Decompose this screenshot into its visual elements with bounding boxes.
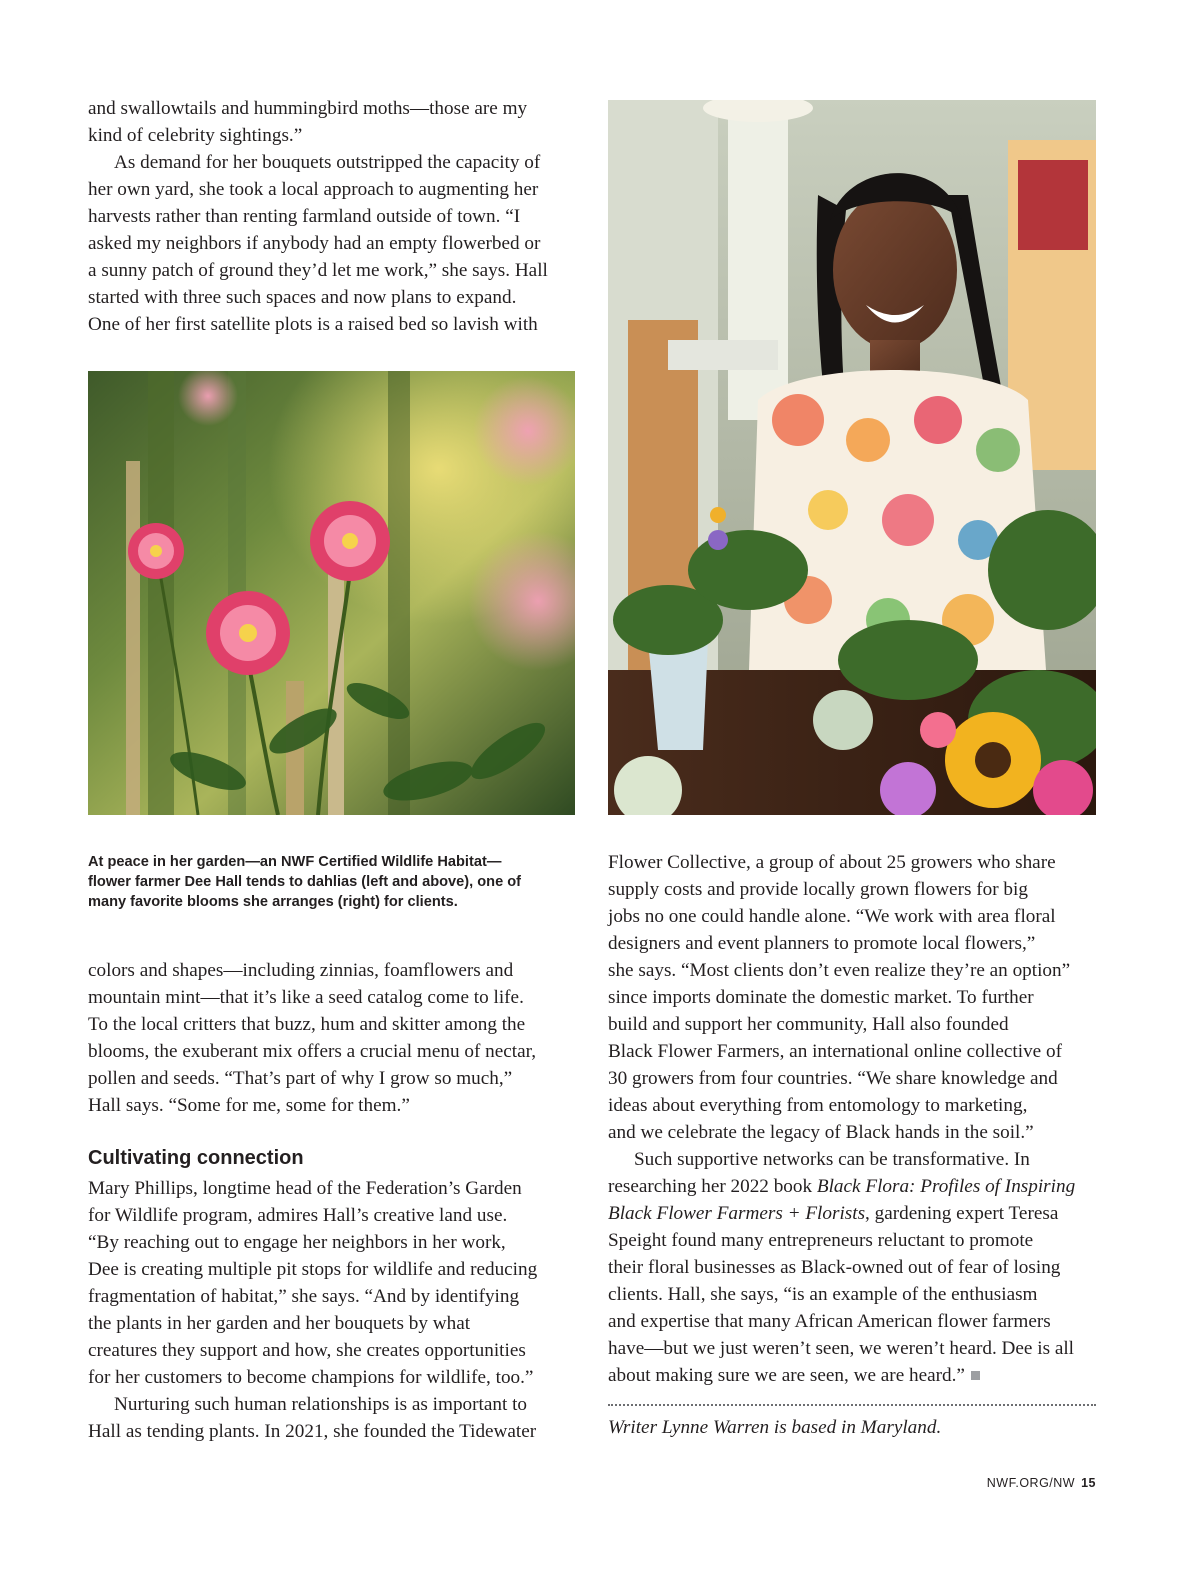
- caption-line: flower farmer Dee Hall tends to dahlias (left and above), one of: [88, 874, 522, 890]
- end-mark-icon: [971, 1371, 980, 1380]
- body-line: blooms, the exuberant mix offers a crucial menu of nectar,: [88, 1041, 537, 1062]
- body-line: colors and shapes—including zinnias, foamflowers and: [88, 960, 514, 981]
- body-line: Such supportive networks can be transformative. In: [634, 1149, 1030, 1170]
- book-title-part-2: Black Flower Farmers + Florists: [608, 1203, 866, 1224]
- body-line: As demand for her bouquets outstripped the capacity of: [114, 152, 541, 173]
- body-line: jobs no one could handle alone. “We work with area floral: [608, 906, 1056, 927]
- dahlias-photo: [88, 371, 575, 815]
- body-line-text: about making sure we are seen, we are heard.”: [608, 1365, 965, 1386]
- book-title-part-1: Black Flora: Profiles of Inspiring: [816, 1176, 1076, 1197]
- body-line: and expertise that many African American flower farmers: [608, 1311, 1051, 1332]
- section-subhead: Cultivating connection: [88, 1147, 304, 1169]
- body-line: have—but we just weren’t seen, we weren’t heard. Dee is all: [608, 1338, 1075, 1359]
- page-footer: [987, 1476, 1096, 1490]
- body-line: pollen and seeds. “That’s part of why I grow so much,”: [88, 1068, 513, 1089]
- body-line: fragmentation of habitat,” she says. “And by identifying: [88, 1286, 520, 1307]
- body-line: and swallowtails and hummingbird moths—those are my: [88, 98, 528, 119]
- footer-site: NWF.ORG/NW: [986, 1476, 1076, 1490]
- body-line: the plants in her garden and her bouquets by what: [88, 1313, 471, 1334]
- portrait-photo-illustration: [608, 100, 1096, 815]
- body-line: mountain mint—that it’s like a seed catalog come to life.: [88, 987, 524, 1008]
- body-line: since imports dominate the domestic market. To further: [608, 987, 1034, 1008]
- body-line: Nurturing such human relationships is as important to: [114, 1394, 528, 1415]
- body-line: their floral businesses as Black-owned out of fear of losing: [608, 1257, 1061, 1278]
- article-text-right: [608, 849, 1100, 1389]
- dotted-divider: [608, 1404, 1096, 1406]
- body-line: [608, 1200, 1100, 1227]
- body-line: [608, 1362, 1100, 1389]
- body-line: ideas about everything from entomology to marketing,: [608, 1095, 1028, 1116]
- body-line: clients. Hall, she says, “is an example of the enthusiasm: [608, 1284, 1038, 1305]
- body-line: Dee is creating multiple pit stops for wildlife and reducing: [88, 1259, 538, 1280]
- dahlias-photo-illustration: [88, 371, 575, 815]
- body-line: “By reaching out to engage her neighbors in her work,: [88, 1232, 506, 1253]
- body-line: asked my neighbors if anybody had an empty flowerbed or: [88, 233, 541, 254]
- body-line: Black Flower Farmers, an international online collective of: [608, 1041, 1062, 1062]
- body-line: for Wildlife program, admires Hall’s creative land use.: [88, 1205, 508, 1226]
- body-line: One of her first satellite plots is a raised bed so lavish with: [88, 314, 538, 335]
- writer-credit: Writer Lynne Warren is based in Maryland.: [608, 1417, 942, 1438]
- body-line: Hall as tending plants. In 2021, she founded the Tidewater: [88, 1421, 537, 1442]
- article-text-left-top: [88, 95, 582, 338]
- body-line: started with three such spaces and now plans to expand.: [88, 287, 517, 308]
- body-line: Speight found many entrepreneurs reluctant to promote: [608, 1230, 1034, 1251]
- body-line: and we celebrate the legacy of Black hands in the soil.”: [608, 1122, 1034, 1143]
- body-line: designers and event planners to promote local flowers,”: [608, 933, 1036, 954]
- body-line: build and support her community, Hall also founded: [608, 1014, 1009, 1035]
- caption-line: many favorite blooms she arranges (right) for clients.: [88, 894, 458, 910]
- body-line: she says. “Most clients don’t even realize they’re an option”: [608, 960, 1071, 981]
- body-line: harvests rather than renting farmland outside of town. “I: [88, 206, 521, 227]
- body-line: Hall says. “Some for me, some for them.”: [88, 1095, 410, 1116]
- article-text-left-middle: [88, 957, 582, 1119]
- body-line: 30 growers from four countries. “We share knowledge and: [608, 1068, 1058, 1089]
- caption-line: At peace in her garden—an NWF Certified Wildlife Habitat—: [88, 854, 502, 870]
- body-line: [608, 1173, 1100, 1200]
- body-line: a sunny patch of ground they’d let me work,” she says. Hall: [88, 260, 548, 281]
- book-line-prefix: researching her 2022 book: [608, 1176, 817, 1197]
- body-line: for her customers to become champions for wildlife, too.”: [88, 1367, 534, 1388]
- book-line-suffix: , gardening expert Teresa: [865, 1203, 1059, 1224]
- body-line: her own yard, she took a local approach to augmenting her: [88, 179, 539, 200]
- body-line: Flower Collective, a group of about 25 growers who share: [608, 852, 1056, 873]
- article-text-left-bottom: [88, 1175, 582, 1445]
- body-line: To the local critters that buzz, hum and skitter among the: [88, 1014, 526, 1035]
- body-line: creatures they support and how, she creates opportunities: [88, 1340, 526, 1361]
- body-line: kind of celebrity sightings.”: [88, 125, 303, 146]
- body-line: Mary Phillips, longtime head of the Federation’s Garden: [88, 1178, 522, 1199]
- body-line: supply costs and provide locally grown flowers for big: [608, 879, 1028, 900]
- photo-caption: [88, 852, 582, 912]
- page-number: 15: [1081, 1476, 1096, 1490]
- portrait-photo: [608, 100, 1096, 815]
